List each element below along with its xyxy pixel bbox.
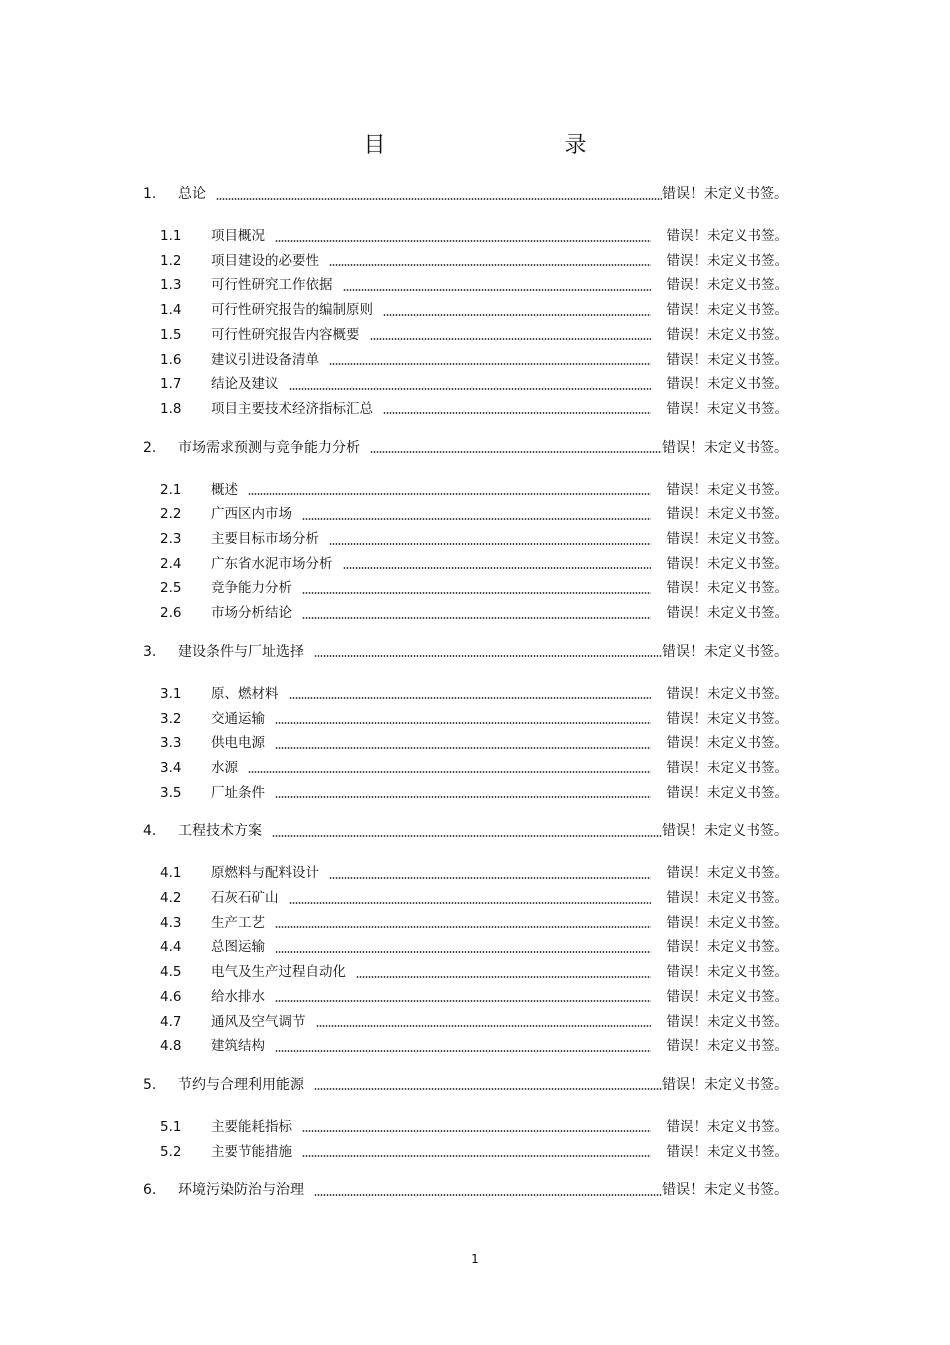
toc-section-entry[interactable] [160,528,788,550]
toc-entry-page-ref: 错误！未定义书签。 [666,735,788,752]
toc-chapter-entry[interactable] [143,437,788,459]
dot-leader [289,902,651,904]
toc-entry-label: 石灰石矿山 [211,890,279,906]
dot-leader [383,314,651,316]
toc-section-entry[interactable] [160,887,788,909]
dot-leader [302,1155,651,1157]
toc-entry-number: 5.1 [160,1118,182,1135]
toc-entry-number: 1.8 [160,400,182,417]
toc-entry-number: 2.2 [160,506,182,523]
toc-entry-page-ref: 错误！未定义书签。 [662,1076,788,1093]
toc-entry-page-ref: 错误！未定义书签。 [666,1013,788,1030]
dot-leader [275,926,651,928]
dot-leader [383,412,651,414]
toc-entry-label: 生产工艺 [211,914,265,931]
toc-entry-label: 工程技术方案 [178,823,262,840]
dot-leader [275,240,651,242]
toc-entry-label: 建筑结构 [211,1038,265,1055]
toc-entry-number: 2.4 [160,555,182,572]
dot-leader [314,655,662,657]
toc-entry-page-ref: 错误！未定义书签。 [666,277,788,294]
toc-entry-number: 1.5 [160,326,182,343]
toc-entry-page-ref: 错误！未定义书签。 [666,326,788,343]
toc-section-entry[interactable] [160,398,788,420]
dot-leader [356,976,651,978]
toc-section-entry[interactable] [160,225,788,247]
toc-entry-page-ref: 错误！未定义书签。 [666,580,788,597]
toc-entry-number: 4.7 [160,1013,182,1030]
toc-entry-label: 原燃料与配料设计 [211,865,319,882]
toc-entry-label: 厂址条件 [211,784,265,801]
toc-entry-label: 广东省水泥市场分析 [211,555,333,572]
toc-entry-number: 3.3 [160,735,182,752]
toc-chapter-entry[interactable] [143,1074,788,1096]
toc-entry-page-ref: 错误！未定义书签。 [666,400,788,417]
toc-entry-number: 3. [143,643,157,660]
dot-leader [248,771,651,773]
toc-entry-label: 给水排水 [211,988,265,1005]
toc-entry-page-ref: 错误！未定义书签。 [666,988,788,1005]
dot-leader [275,796,651,798]
toc-entry-number: 1.4 [160,302,182,319]
toc-entry-page-ref: 错误！未定义书签。 [662,823,788,840]
dot-leader [216,198,662,200]
toc-entry-label: 电气及生产过程自动化 [211,964,346,981]
toc-section-entry[interactable] [160,1011,788,1033]
toc-entry-page-ref: 错误！未定义书签。 [666,914,788,931]
toc-entry-label: 原、燃材料 [211,685,279,702]
toc-entry-page-ref: 错误！未定义书签。 [666,685,788,702]
page-title: 目 录 [363,133,673,158]
dot-leader [316,1025,651,1027]
toc-section-entry[interactable] [160,602,788,624]
toc-entry-page-ref: 错误！未定义书签。 [662,439,788,456]
toc-entry-label: 可行性研究工作依据 [211,277,333,294]
toc-entry-number: 6. [143,1182,157,1199]
toc-section-entry[interactable] [160,299,788,321]
toc-entry-number: 1.6 [160,351,182,368]
dot-leader [275,1050,651,1052]
dot-leader [314,1194,662,1196]
toc-entry-page-ref: 错误！未定义书签。 [666,865,788,882]
toc-section-entry[interactable] [160,1141,788,1163]
toc-entry-page-ref: 错误！未定义书签。 [666,1038,788,1055]
toc-chapter-entry[interactable] [143,183,788,205]
toc-entry-label: 建设条件与厂址选择 [178,643,304,660]
toc-entry-label: 水源 [211,759,238,776]
toc-entry-label: 节约与合理利用能源 [178,1076,304,1093]
toc-entry-number: 4.8 [160,1038,182,1055]
toc-section-entry[interactable] [160,986,788,1008]
toc-entry-number: 3.1 [160,685,182,702]
toc-entry-label: 通风及空气调节 [211,1013,306,1030]
toc-section-entry[interactable] [160,708,788,730]
toc-entry-page-ref: 错误！未定义书签。 [666,939,788,956]
toc-entry-label: 项目概况 [211,228,265,244]
dot-leader [289,388,651,390]
dot-leader [343,289,651,291]
toc-section-entry[interactable] [160,683,788,705]
toc-section-entry[interactable] [160,1116,788,1138]
toc-entry-number: 1.2 [160,252,182,269]
toc-entry-page-ref: 错误！未定义书签。 [662,186,788,202]
toc-entry-number: 4.5 [160,964,182,981]
toc-section-entry[interactable] [160,912,788,934]
toc-entry-page-ref: 错误！未定义书签。 [666,784,788,801]
toc-entry-number: 2.1 [160,481,182,498]
toc-entry-page-ref: 错误！未定义书签。 [666,252,788,269]
toc-entry-page-ref: 错误！未定义书签。 [666,1143,788,1160]
toc-entry-label: 竞争能力分析 [211,580,292,597]
dot-leader [329,543,651,545]
toc-entry-number: 4. [143,823,157,840]
dot-leader [343,567,651,569]
toc-entry-label: 市场需求预测与竞争能力分析 [178,439,360,456]
dot-leader [248,493,651,495]
toc-entry-label: 主要节能措施 [211,1143,292,1160]
toc-entry-label: 广西区内市场 [211,506,292,523]
toc-entry-number: 1. [143,186,157,202]
toc-entry-label: 主要目标市场分析 [211,531,319,547]
toc-entry-number: 2.6 [160,605,182,622]
toc-entry-page-ref: 错误！未定义书签。 [666,1118,788,1135]
toc-section-entry[interactable] [160,503,788,525]
dot-leader [275,747,651,749]
toc-entry-label: 项目建设的必要性 [211,252,319,269]
dot-leader [314,1088,662,1090]
toc-entry-label: 可行性研究报告内容概要 [211,326,360,343]
toc-entry-page-ref: 错误！未定义书签。 [666,481,788,498]
toc-section-entry[interactable] [160,250,788,272]
toc-entry-page-ref: 错误！未定义书签。 [662,1182,788,1199]
toc-entry-number: 1.1 [160,228,182,244]
toc-entry-page-ref: 错误！未定义书签。 [666,555,788,572]
toc-entry-number: 2.3 [160,531,182,547]
dot-leader [302,518,651,520]
toc-entry-number: 3.2 [160,710,182,727]
dot-leader [370,338,651,340]
toc-entry-label: 可行性研究报告的编制原则 [211,302,373,319]
toc-section-entry[interactable] [160,349,788,371]
toc-entry-page-ref: 错误！未定义书签。 [666,376,788,393]
toc-section-entry[interactable] [160,324,788,346]
dot-leader [329,877,651,879]
toc-entry-number: 4.4 [160,939,182,956]
toc-section-entry[interactable] [160,373,788,395]
toc-entry-number: 1.3 [160,277,182,294]
toc-section-entry[interactable] [160,274,788,296]
toc-section-entry[interactable] [160,862,788,884]
toc-entry-label: 主要能耗指标 [211,1118,292,1135]
page-number: 1 [471,1252,479,1266]
dot-leader [302,1130,651,1132]
toc-entry-number: 5.2 [160,1143,182,1160]
toc-entry-page-ref: 错误！未定义书签。 [666,964,788,981]
toc-entry-label: 结论及建议 [211,376,279,393]
dot-leader [275,1000,651,1002]
toc-entry-page-ref: 错误！未定义书签。 [666,506,788,523]
toc-entry-page-ref: 错误！未定义书签。 [666,605,788,622]
dot-leader [275,722,651,724]
toc-section-entry[interactable] [160,553,788,575]
toc-entry-number: 2.5 [160,580,182,597]
toc-entry-label: 总图运输 [211,939,265,956]
toc-section-entry[interactable] [160,732,788,754]
dot-leader [329,264,651,266]
toc-section-entry[interactable] [160,1035,788,1057]
toc-entry-page-ref: 错误！未定义书签。 [666,228,788,244]
toc-section-entry[interactable] [160,782,788,804]
toc-entry-page-ref: 错误！未定义书签。 [666,531,788,547]
dot-leader [272,835,662,837]
dot-leader [302,592,651,594]
toc-chapter-entry[interactable] [143,820,788,842]
toc-entry-number: 4.2 [160,890,182,906]
toc-entry-number: 5. [143,1076,157,1093]
toc-entry-number: 3.4 [160,759,182,776]
toc-entry-label: 市场分析结论 [211,605,292,622]
toc-entry-page-ref: 错误！未定义书签。 [666,302,788,319]
toc-entry-label: 总论 [178,186,206,202]
toc-section-entry[interactable] [160,577,788,599]
dot-leader [302,617,651,619]
toc-entry-number: 1.7 [160,376,182,393]
toc-entry-label: 概述 [211,481,238,498]
toc-entry-page-ref: 错误！未定义书签。 [666,890,788,906]
toc-entry-label: 交通运输 [211,710,265,727]
toc-entry-number: 2. [143,439,157,456]
toc-entry-label: 项目主要技术经济指标汇总 [211,400,373,417]
toc-section-entry[interactable] [160,936,788,958]
dot-leader [329,363,651,365]
toc-entry-label: 供电电源 [211,735,265,752]
toc-entry-number: 4.1 [160,865,182,882]
toc-chapter-entry[interactable] [143,641,788,663]
toc-entry-page-ref: 错误！未定义书签。 [666,710,788,727]
toc-entry-page-ref: 错误！未定义书签。 [662,643,788,660]
toc-section-entry[interactable] [160,479,788,501]
toc-entry-number: 3.5 [160,784,182,801]
toc-entry-label: 建议引进设备清单 [211,351,319,368]
dot-leader [275,951,651,953]
toc-entry-page-ref: 错误！未定义书签。 [666,351,788,368]
toc-entry-number: 4.6 [160,988,182,1005]
toc-section-entry[interactable] [160,961,788,983]
toc-chapter-entry[interactable] [143,1179,788,1201]
toc-entry-number: 4.3 [160,914,182,931]
dot-leader [370,451,662,453]
dot-leader [289,697,651,699]
toc-entry-page-ref: 错误！未定义书签。 [666,759,788,776]
toc-section-entry[interactable] [160,757,788,779]
toc-entry-label: 环境污染防治与治理 [178,1182,304,1199]
